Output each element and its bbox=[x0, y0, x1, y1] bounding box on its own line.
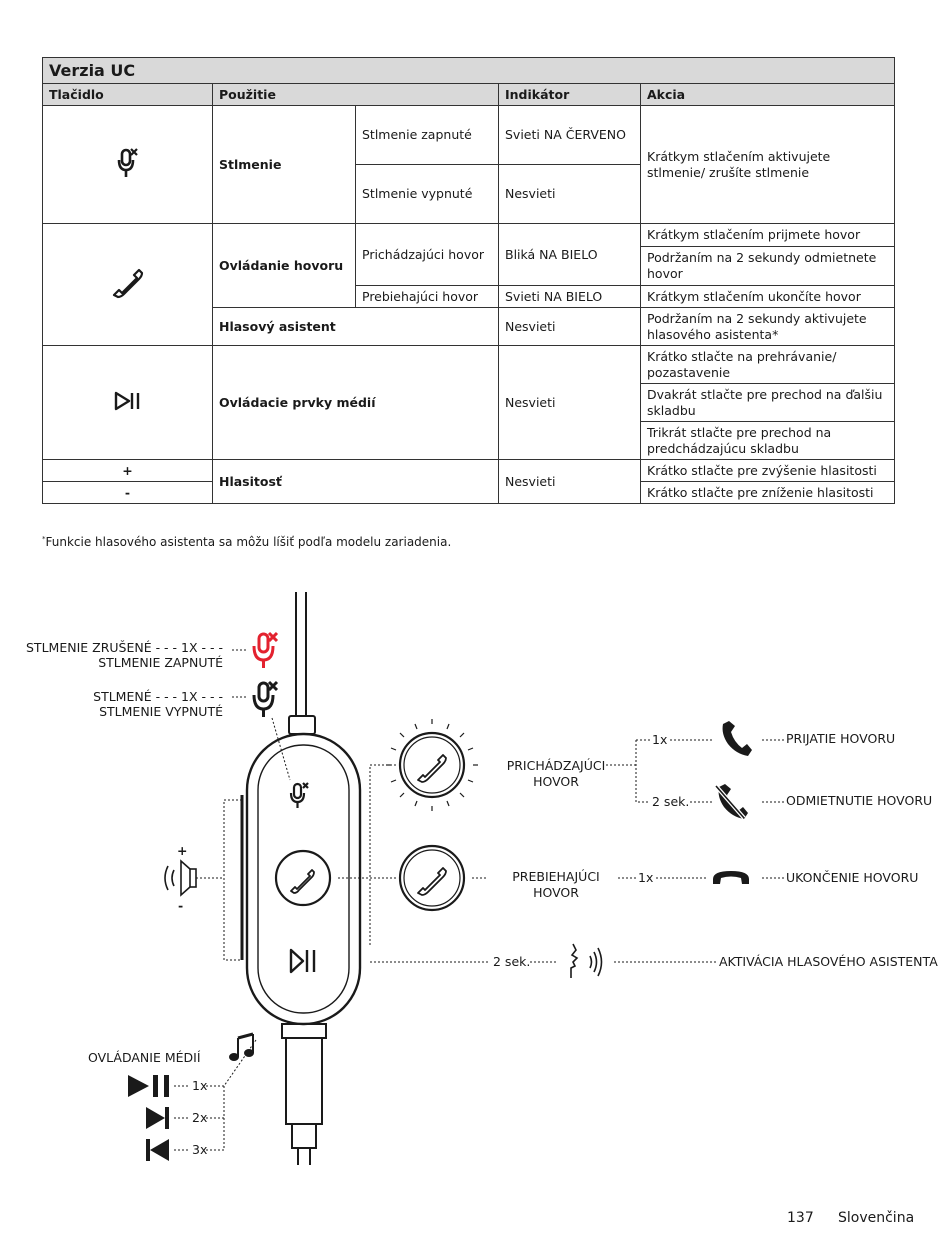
volume-up-action: Krátko stlačte pre zvýšenie hlasitosti bbox=[641, 460, 895, 482]
assistant-action: Podržaním na 2 sekundy aktivujete hlasového asistenta* bbox=[641, 308, 895, 346]
header-button: Tlačidlo bbox=[43, 84, 213, 106]
mute-black-label-2: STLMENIE VYPNUTÉ bbox=[99, 704, 223, 719]
volume-plus-button: + bbox=[43, 460, 213, 482]
call-incoming-indicator: Bliká NA BIELO bbox=[499, 224, 641, 286]
hangup-phone-icon bbox=[713, 871, 749, 884]
call-incoming-state: Prichádzajúci hovor bbox=[356, 224, 499, 286]
media-label: OVLÁDANIE MÉDIÍ bbox=[88, 1050, 201, 1065]
mute-red-label-1: STLMENIE ZRUŠENÉ - - - 1X - - - bbox=[26, 640, 223, 655]
media-1x: 1x bbox=[192, 1078, 208, 1093]
volume-minus-button: - bbox=[43, 482, 213, 504]
mute-indicator-on: Svieti NA ČERVENO bbox=[499, 106, 641, 165]
volume-minus-label: - bbox=[178, 898, 184, 913]
mute-black-icon bbox=[254, 682, 277, 717]
answer-phone-icon bbox=[723, 721, 752, 756]
end-label: UKONČENIE HOVORU bbox=[786, 870, 919, 885]
reject-label: ODMIETNUTIE HOVORU bbox=[786, 793, 933, 808]
call-ongoing-action: Krátkym stlačením ukončíte hovor bbox=[641, 286, 895, 308]
call-ongoing-indicator: Svieti NA BIELO bbox=[499, 286, 641, 308]
assistant-count: 2 sek. bbox=[493, 954, 531, 969]
call-ongoing-state: Prebiehajúci hovor bbox=[356, 286, 499, 308]
speaker-icon bbox=[165, 861, 196, 895]
volume-plus-label: + bbox=[177, 843, 188, 858]
controller-body bbox=[247, 734, 360, 1024]
mute-action: Krátkym stlačením aktivujete stlmenie/ zrušíte stlmenie bbox=[641, 106, 895, 224]
mute-state-off: Stlmenie vypnuté bbox=[356, 165, 499, 224]
assistant-indicator: Nesvieti bbox=[499, 308, 641, 346]
ongoing-call-label-2: HOVOR bbox=[533, 885, 579, 900]
media-action-prev: Trikrát stlačte pre prechod na predchádzajúcu skladbu bbox=[641, 422, 895, 460]
mute-red-label-2: STLMENIE ZAPNUTÉ bbox=[98, 655, 223, 670]
header-action: Akcia bbox=[641, 84, 895, 106]
header-usage: Použitie bbox=[213, 84, 499, 106]
ongoing-call-illustration bbox=[400, 846, 464, 910]
mute-state-on: Stlmenie zapnuté bbox=[356, 106, 499, 165]
page-number: 137 bbox=[787, 1210, 814, 1226]
media-2x: 2x bbox=[192, 1110, 208, 1125]
mute-red-icon bbox=[254, 633, 277, 668]
volume-down-action: Krátko stlačte pre zníženie hlasitosti bbox=[641, 482, 895, 504]
music-note-icon bbox=[230, 1034, 254, 1061]
end-count: 1x bbox=[638, 870, 654, 885]
answer-label: PRIJATIE HOVORU bbox=[786, 731, 896, 746]
device-call-button bbox=[276, 851, 330, 905]
incoming-call-label-1: PRICHÁDZAJÚCI bbox=[506, 758, 606, 773]
incoming-call-label-2: HOVOR bbox=[533, 774, 579, 789]
footnote-mark: * bbox=[42, 535, 46, 543]
device-play-pause-icon bbox=[291, 950, 314, 972]
answer-count: 1x bbox=[652, 732, 668, 747]
assistant-usage: Hlasový asistent bbox=[213, 308, 499, 346]
call-incoming-action-reject: Podržaním na 2 sekundy odmietnete hovor bbox=[641, 247, 895, 286]
mute-indicator-off: Nesvieti bbox=[499, 165, 641, 224]
voice-assistant-icon bbox=[571, 944, 602, 978]
media-indicator: Nesvieti bbox=[499, 346, 641, 460]
reject-phone-icon bbox=[716, 784, 748, 819]
media-next-icon bbox=[146, 1107, 169, 1129]
reject-count: 2 sek. bbox=[652, 794, 690, 809]
media-3x: 3x bbox=[192, 1142, 208, 1157]
assistant-label: AKTIVÁCIA HLASOVÉHO ASISTENTA bbox=[719, 954, 938, 969]
media-play-pause-icon bbox=[128, 1075, 169, 1097]
table-title: Verzia UC bbox=[43, 58, 895, 84]
device-mute-icon bbox=[291, 783, 308, 808]
media-usage: Ovládacie prvky médií bbox=[213, 346, 499, 460]
call-usage: Ovládanie hovoru bbox=[213, 224, 356, 308]
mute-black-label-1: STLMENÉ - - - 1X - - - bbox=[93, 689, 223, 704]
media-action-next: Dvakrát stlačte pre prechod na ďalšiu skladbu bbox=[641, 384, 895, 422]
incoming-call-illustration bbox=[386, 719, 478, 811]
page-language: Slovenčina bbox=[838, 1210, 915, 1226]
mute-usage: Stlmenie bbox=[213, 106, 356, 224]
call-incoming-action-answer: Krátkym stlačením prijmete hovor bbox=[641, 224, 895, 247]
header-indicator: Indikátor bbox=[499, 84, 641, 106]
ongoing-call-label-1: PREBIEHAJÚCI bbox=[512, 869, 600, 884]
media-prev-icon bbox=[146, 1139, 169, 1161]
footnote-text: Funkcie hlasového asistenta sa môžu líšiť podľa modelu zariadenia. bbox=[45, 535, 452, 549]
volume-indicator: Nesvieti bbox=[499, 460, 641, 504]
media-action-play: Krátko stlačte na prehrávanie/ pozastavenie bbox=[641, 346, 895, 384]
volume-usage: Hlasitosť bbox=[213, 460, 499, 504]
